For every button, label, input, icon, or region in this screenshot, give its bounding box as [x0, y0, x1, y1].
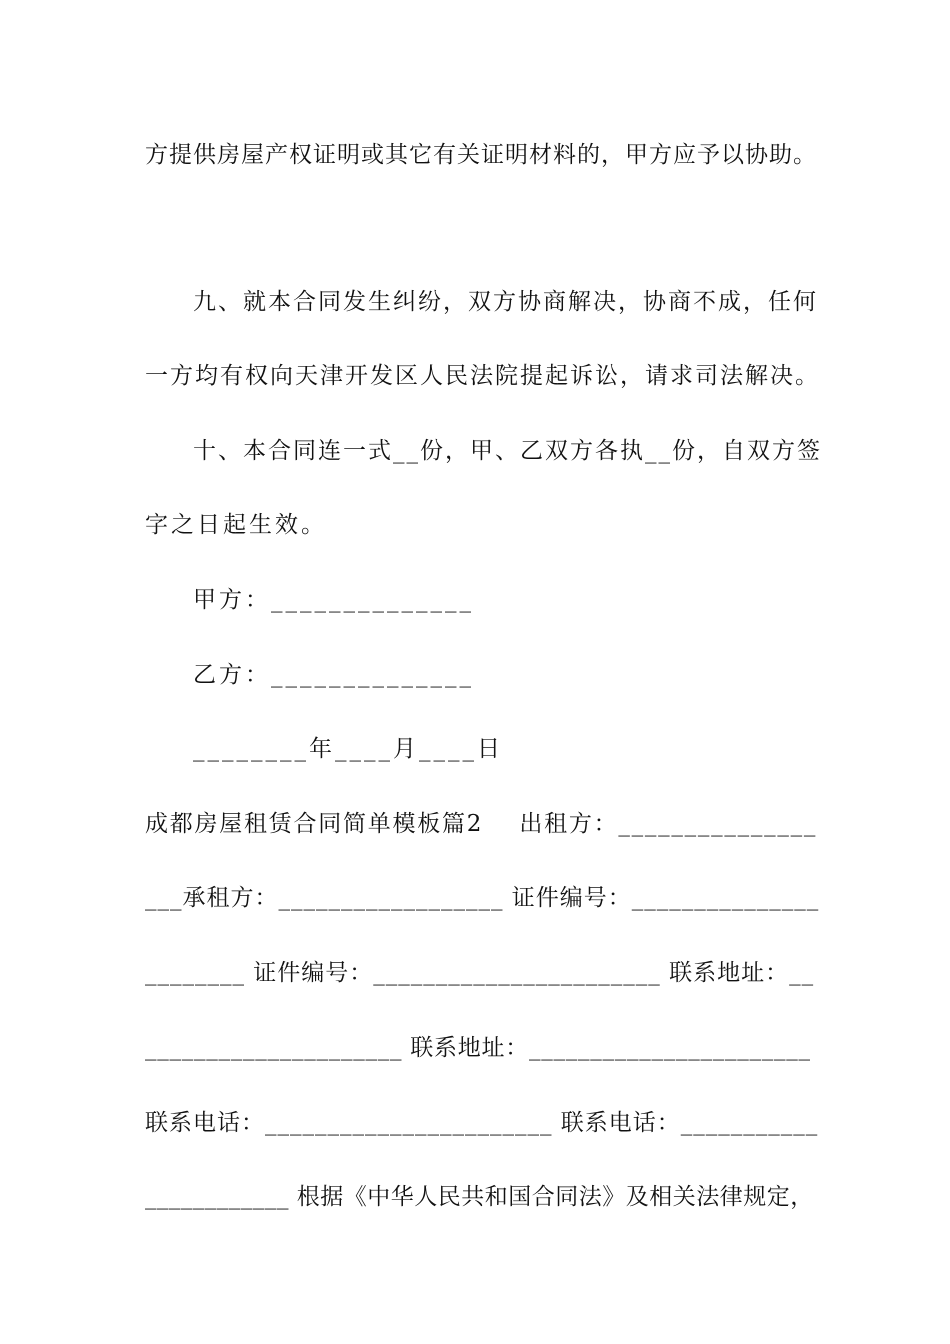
clause-ten-line-2: 字之日起生效。 — [145, 512, 327, 538]
lessee-id-line: ___承租方：__________________ 证件编号：_______________ — [145, 885, 820, 911]
party-b-signature-line: 乙方：______________ — [193, 662, 474, 688]
address-line: _____________________ 联系地址：_______________________ — [145, 1035, 811, 1061]
section-title-lessor-line: 成都房屋租赁合同简单模板篇2 出租方：_______________ — [145, 811, 818, 837]
date-line: ________年____月____日 — [193, 736, 503, 762]
legal-basis-line: ____________ 根据《中华人民共和国合同法》及相关法律规定， — [145, 1184, 814, 1210]
clause-ten-line-1: 十、本合同连一式__份，甲、乙双方各执__份，自双方签 — [193, 438, 822, 464]
id-address-line: ________ 证件编号：_______________________ 联系地址：__ — [145, 960, 815, 986]
clause-nine-line-1: 九、就本合同发生纠纷，双方协商解决，协商不成，任何 — [193, 289, 818, 315]
phone-line: 联系电话：_______________________ 联系电话：___________ — [145, 1110, 819, 1136]
party-a-signature-line: 甲方：______________ — [193, 587, 474, 613]
paragraph-line: 方提供房屋产权证明或其它有关证明材料的，甲方应予以协助。 — [145, 142, 817, 168]
clause-nine-line-2: 一方均有权向天津开发区人民法院提起诉讼，请求司法解决。 — [145, 363, 820, 389]
